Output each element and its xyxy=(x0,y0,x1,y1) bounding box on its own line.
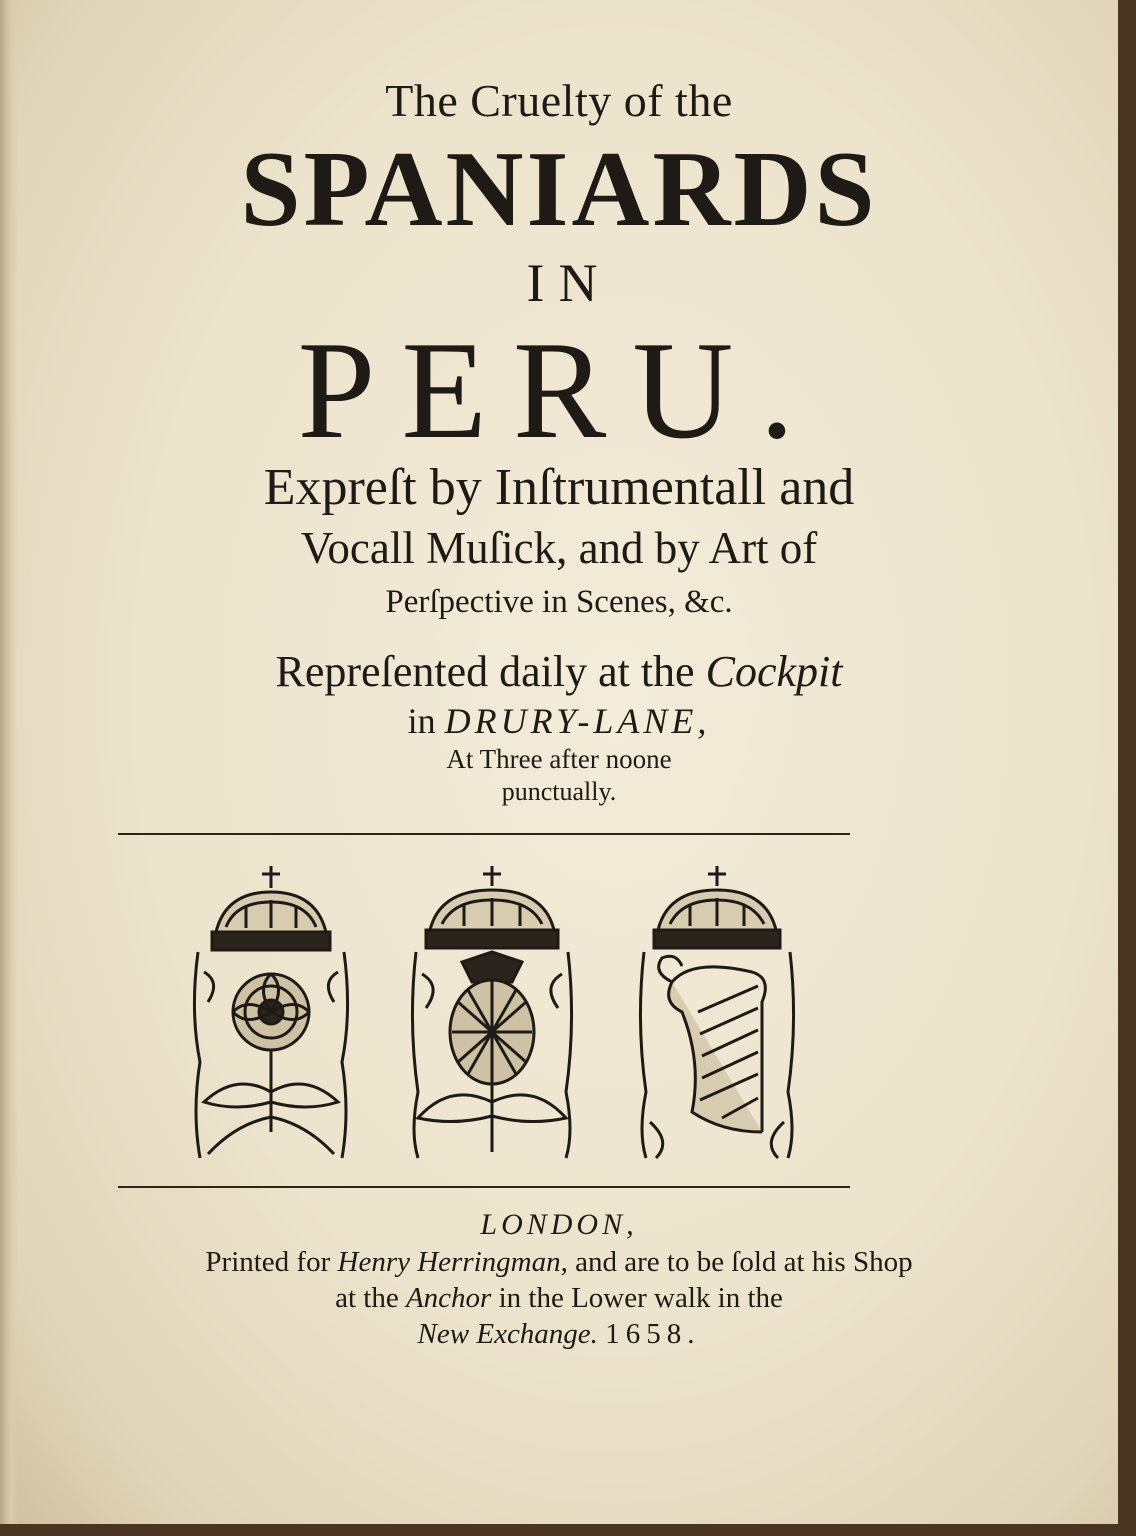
time-line: At Three after noone xyxy=(446,744,672,774)
represented-line xyxy=(0,646,1118,697)
subtitle-line-vocall: Vocall Muſick, and by Art of xyxy=(300,523,818,573)
drury-lane-name: DRURY-LANE, xyxy=(444,701,711,741)
represented-prefix: Repreſented daily at the xyxy=(275,647,706,696)
drury-prefix: in xyxy=(407,701,445,741)
imprint-london: LONDON, xyxy=(480,1208,638,1241)
represented-place: Cockpit xyxy=(705,647,843,696)
imprint-new-exchange: New Exchange. xyxy=(417,1318,598,1350)
drury-lane-line xyxy=(0,700,1118,742)
subtitle-line-perspective: Perſpective in Scenes, &c. xyxy=(385,584,733,620)
crowned-rose-icon xyxy=(186,862,356,1162)
lower-rule xyxy=(118,1186,850,1188)
binding-edge-right xyxy=(1118,0,1136,1536)
title-line-peru: PERU. xyxy=(297,313,821,468)
imprint-anchor-prefix: at the xyxy=(335,1282,406,1314)
binding-edge-bottom xyxy=(0,1524,1136,1536)
title-line-in: IN xyxy=(526,253,612,313)
imprint-printer-name: Henry Herringman xyxy=(337,1246,561,1278)
title-line-cruelty: The Cruelty of the xyxy=(385,75,733,126)
title-line-spaniards: SPANIARDS xyxy=(240,130,878,249)
punctually-line: punctually. xyxy=(501,777,617,806)
upper-rule xyxy=(118,833,850,835)
imprint-anchor-suffix: in the Lower walk in the xyxy=(491,1282,783,1314)
crowned-harp-icon xyxy=(632,862,802,1162)
imprint-printed-suffix: , and are to be ſold at his Shop xyxy=(560,1246,913,1278)
crowned-thistle-icon xyxy=(402,862,582,1162)
imprint-printed-prefix: Printed for xyxy=(205,1246,338,1278)
imprint-year: 1658. xyxy=(605,1318,701,1350)
subtitle-line-exprest: Expreſt by Inſtrumentall and xyxy=(263,459,855,516)
imprint-printed-line xyxy=(0,1246,1118,1279)
imprint-exchange-line xyxy=(0,1318,1118,1351)
imprint-anchor-name: Anchor xyxy=(405,1282,492,1314)
imprint-anchor-line xyxy=(0,1282,1118,1315)
